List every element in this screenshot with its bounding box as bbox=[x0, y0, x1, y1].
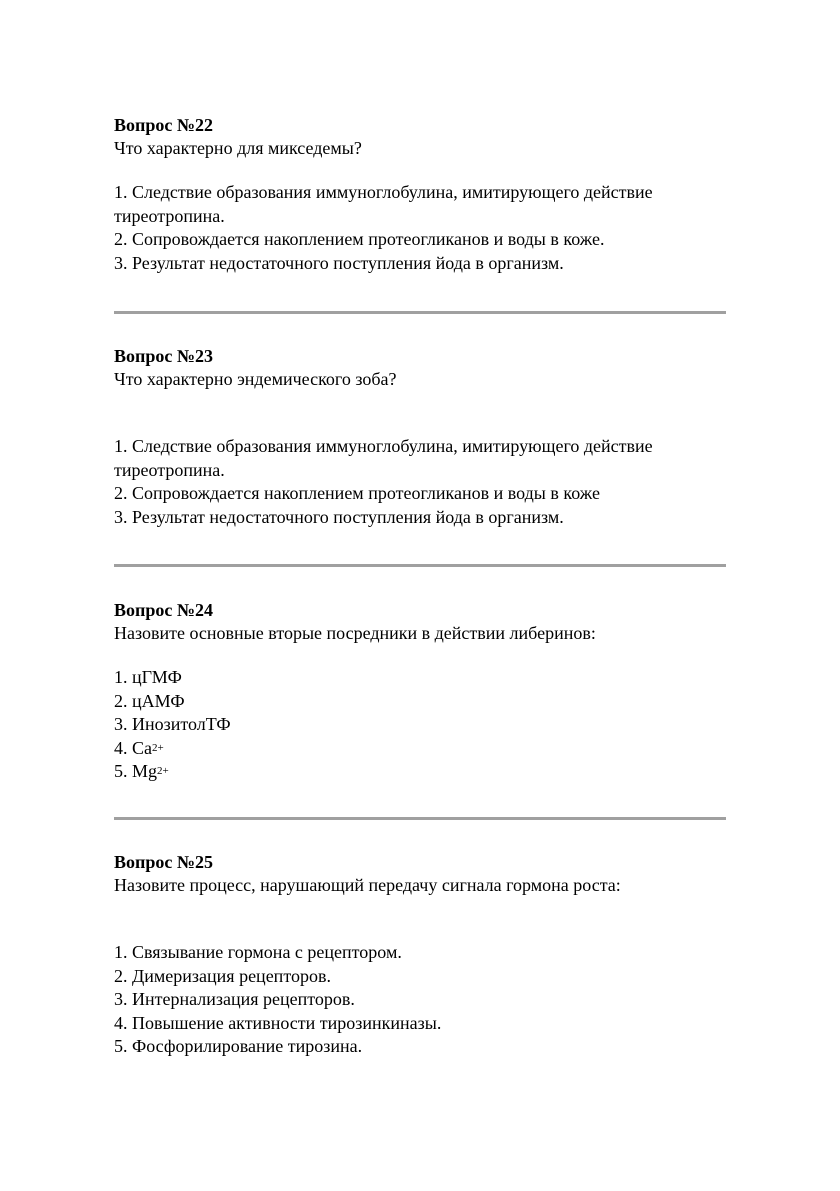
answer-options bbox=[114, 181, 726, 275]
answer-option: 3. Интернализация рецепторов. bbox=[114, 989, 355, 1009]
question-23 bbox=[114, 345, 726, 529]
question-text: Что характерно эндемического зоба? bbox=[114, 369, 397, 389]
answer-option: 2. Сопровождается накоплением протеогликанов и воды в коже. bbox=[114, 229, 605, 249]
answer-option bbox=[114, 737, 596, 761]
answer-options bbox=[114, 666, 596, 784]
answer-option: 1. Следствие образования иммуноглобулина, имитирующего действие тиреотропина. bbox=[114, 182, 653, 226]
question-25 bbox=[114, 851, 621, 1059]
question-title: Вопрос №22 bbox=[114, 115, 213, 135]
answer-option: 5. Фосфорилирование тирозина. bbox=[114, 1036, 363, 1056]
question-title: Вопрос №24 bbox=[114, 600, 213, 620]
answer-option: 3. Результат недостаточного поступления йода в организм. bbox=[114, 506, 564, 527]
question-text: Назовите основные вторые посредники в действии либеринов: bbox=[114, 623, 596, 643]
question-text: Что характерно для микседемы? bbox=[114, 138, 362, 158]
answer-option bbox=[114, 690, 596, 714]
option-text: 3. ИнозитолТФ bbox=[114, 714, 231, 734]
answer-option bbox=[114, 713, 596, 737]
answer-option: 2. Димеризация рецепторов. bbox=[114, 965, 331, 986]
section-divider bbox=[114, 311, 726, 314]
question-title: Вопрос №25 bbox=[114, 852, 213, 872]
option-text: 5. Mg bbox=[114, 761, 158, 781]
option-text: 4. Ca bbox=[114, 737, 152, 758]
answer-options bbox=[114, 941, 621, 1059]
answer-option: 1. Следствие образования иммуноглобулина, имитирующего действие тиреотропина. bbox=[114, 436, 653, 480]
option-text: 1. цГМФ bbox=[114, 667, 182, 687]
question-title: Вопрос №23 bbox=[114, 346, 213, 366]
answer-option: 4. Повышение активности тирозинкиназы. bbox=[114, 1012, 442, 1033]
question-22 bbox=[114, 114, 726, 275]
answer-option bbox=[114, 666, 596, 690]
question-text: Назовите процесс, нарушающий передачу сигнала гормона роста: bbox=[114, 875, 621, 895]
answer-option: 3. Результат недостаточного поступления йода в организм. bbox=[114, 252, 564, 273]
answer-option: 2. Сопровождается накоплением протеогликанов и воды в коже bbox=[114, 483, 600, 503]
section-divider bbox=[114, 817, 726, 820]
ion-charge-superscript: 2+ bbox=[157, 765, 169, 777]
answer-option bbox=[114, 760, 596, 784]
section-divider bbox=[114, 564, 726, 567]
option-text: 2. цАМФ bbox=[114, 690, 185, 711]
answer-option: 1. Связывание гормона с рецептором. bbox=[114, 942, 402, 962]
answer-options bbox=[114, 435, 726, 529]
question-24 bbox=[114, 599, 596, 784]
ion-charge-superscript: 2+ bbox=[152, 741, 164, 754]
